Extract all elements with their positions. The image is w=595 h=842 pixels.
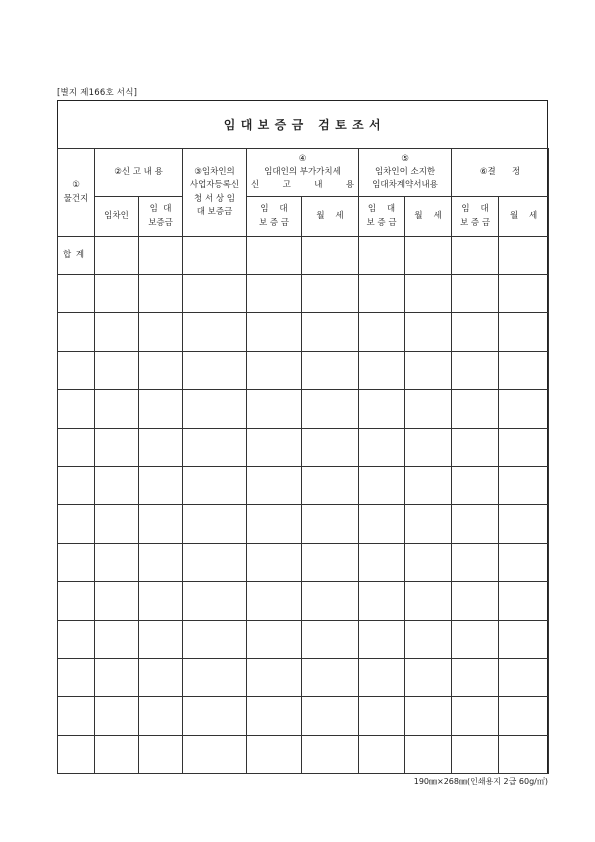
table-cell[interactable] bbox=[405, 582, 452, 620]
table-cell[interactable] bbox=[58, 505, 95, 543]
table-cell[interactable] bbox=[302, 428, 359, 466]
table-cell[interactable] bbox=[247, 237, 302, 275]
table-cell[interactable] bbox=[452, 351, 499, 389]
table-cell[interactable] bbox=[95, 466, 139, 504]
table-cell[interactable] bbox=[302, 237, 359, 275]
table-cell[interactable] bbox=[183, 466, 247, 504]
header-row-1 bbox=[58, 149, 549, 197]
table-cell[interactable] bbox=[95, 313, 139, 351]
header-decision-deposit: 임 대 보 증 금 bbox=[452, 197, 499, 237]
table-cell[interactable] bbox=[247, 313, 302, 351]
table-cell[interactable] bbox=[359, 390, 405, 428]
table-cell[interactable] bbox=[405, 390, 452, 428]
table-cell[interactable] bbox=[302, 390, 359, 428]
table-cell[interactable] bbox=[139, 237, 183, 275]
table-cell[interactable] bbox=[359, 313, 405, 351]
table-cell[interactable] bbox=[183, 658, 247, 696]
table-cell[interactable] bbox=[183, 735, 247, 773]
table-cell[interactable] bbox=[139, 428, 183, 466]
table-cell[interactable] bbox=[247, 620, 302, 658]
table-cell[interactable] bbox=[139, 275, 183, 313]
table-row bbox=[58, 505, 549, 543]
table-cell[interactable] bbox=[183, 275, 247, 313]
table-cell[interactable] bbox=[302, 543, 359, 581]
table-row bbox=[58, 428, 549, 466]
table-cell[interactable] bbox=[95, 505, 139, 543]
table-cell[interactable] bbox=[359, 428, 405, 466]
table-cell[interactable] bbox=[58, 620, 95, 658]
blank-rows bbox=[58, 275, 549, 774]
table-cell[interactable] bbox=[359, 505, 405, 543]
header-landlord-vat-report: ④ 임대인의 부가가치세 신 고 내 용 bbox=[247, 149, 359, 197]
table-cell[interactable] bbox=[405, 275, 452, 313]
table-cell[interactable] bbox=[247, 351, 302, 389]
sum-row bbox=[58, 237, 549, 275]
table-cell[interactable] bbox=[247, 735, 302, 773]
table-cell[interactable] bbox=[247, 275, 302, 313]
table-row bbox=[58, 697, 549, 735]
sum-row-label: 합 계 bbox=[58, 237, 95, 275]
table-cell[interactable] bbox=[452, 697, 499, 735]
table-cell[interactable] bbox=[95, 658, 139, 696]
table-cell[interactable] bbox=[499, 697, 549, 735]
table-cell[interactable] bbox=[58, 275, 95, 313]
table-cell[interactable] bbox=[452, 313, 499, 351]
table-cell[interactable] bbox=[247, 505, 302, 543]
header-vat-monthly-rent: 월 세 bbox=[302, 197, 359, 237]
header-reported-deposit: 임 대 보증금 bbox=[139, 197, 183, 237]
form-title: 임 대 보 증 금 검 토 조 서 bbox=[223, 117, 382, 132]
table-cell[interactable] bbox=[302, 313, 359, 351]
table-cell[interactable] bbox=[359, 351, 405, 389]
table-cell[interactable] bbox=[183, 620, 247, 658]
table-cell[interactable] bbox=[58, 428, 95, 466]
table-cell[interactable] bbox=[302, 582, 359, 620]
table-cell[interactable] bbox=[499, 313, 549, 351]
header-row-2 bbox=[58, 197, 549, 237]
table-row bbox=[58, 582, 549, 620]
table-cell[interactable] bbox=[95, 543, 139, 581]
table-cell[interactable] bbox=[58, 697, 95, 735]
table-cell[interactable] bbox=[183, 543, 247, 581]
table-cell[interactable] bbox=[247, 543, 302, 581]
table-cell[interactable] bbox=[247, 466, 302, 504]
table-cell[interactable] bbox=[58, 658, 95, 696]
header-vat-deposit: 임 대 보 증 금 bbox=[247, 197, 302, 237]
table-row bbox=[58, 620, 549, 658]
table-cell[interactable] bbox=[359, 543, 405, 581]
table-cell[interactable] bbox=[139, 582, 183, 620]
table-cell[interactable] bbox=[359, 237, 405, 275]
table-cell[interactable] bbox=[58, 313, 95, 351]
table-cell[interactable] bbox=[58, 466, 95, 504]
table-cell[interactable] bbox=[359, 697, 405, 735]
table-cell[interactable] bbox=[247, 390, 302, 428]
table-cell[interactable] bbox=[58, 390, 95, 428]
table-cell[interactable] bbox=[359, 275, 405, 313]
header-reported-content: ②신 고 내 용 bbox=[95, 149, 183, 197]
table-cell[interactable] bbox=[183, 697, 247, 735]
table-cell[interactable] bbox=[452, 620, 499, 658]
table-cell[interactable] bbox=[95, 351, 139, 389]
table-cell[interactable] bbox=[302, 505, 359, 543]
table-cell[interactable] bbox=[499, 351, 549, 389]
table-cell[interactable] bbox=[247, 658, 302, 696]
header-contract-monthly-rent: 월 세 bbox=[405, 197, 452, 237]
table-cell[interactable] bbox=[302, 275, 359, 313]
table-cell[interactable] bbox=[139, 543, 183, 581]
table-cell[interactable] bbox=[359, 620, 405, 658]
table-cell[interactable] bbox=[95, 237, 139, 275]
header-decision: ⑥결 정 bbox=[452, 149, 549, 197]
table-cell[interactable] bbox=[359, 735, 405, 773]
table-cell[interactable] bbox=[139, 658, 183, 696]
table-cell[interactable] bbox=[58, 735, 95, 773]
table-row bbox=[58, 275, 549, 313]
table-cell[interactable] bbox=[452, 505, 499, 543]
table-cell[interactable] bbox=[183, 582, 247, 620]
table-cell[interactable] bbox=[183, 237, 247, 275]
table-row bbox=[58, 543, 549, 581]
table-cell[interactable] bbox=[183, 351, 247, 389]
table-cell[interactable] bbox=[95, 735, 139, 773]
table-cell[interactable] bbox=[95, 697, 139, 735]
table-cell[interactable] bbox=[405, 543, 452, 581]
table-cell[interactable] bbox=[302, 735, 359, 773]
table-cell[interactable] bbox=[247, 697, 302, 735]
table-cell[interactable] bbox=[452, 275, 499, 313]
header-tenant-registration-deposit: ③임차인의 사업자등록신 청 서 상 임 대 보증금 bbox=[183, 149, 247, 237]
table-cell[interactable] bbox=[139, 351, 183, 389]
table-cell[interactable] bbox=[452, 237, 499, 275]
table-cell[interactable] bbox=[499, 543, 549, 581]
table-cell[interactable] bbox=[139, 505, 183, 543]
header-tenant-lease-contract: ⑤ 임차인이 소지한 임대차계약서내용 bbox=[359, 149, 452, 197]
table-cell[interactable] bbox=[499, 237, 549, 275]
table-cell[interactable] bbox=[499, 505, 549, 543]
table-cell[interactable] bbox=[452, 543, 499, 581]
table-cell[interactable] bbox=[452, 735, 499, 773]
table-cell[interactable] bbox=[247, 582, 302, 620]
header-decision-monthly-rent: 월 세 bbox=[499, 197, 549, 237]
table-cell[interactable] bbox=[302, 620, 359, 658]
table-cell[interactable] bbox=[499, 275, 549, 313]
table-cell[interactable] bbox=[139, 735, 183, 773]
table-cell[interactable] bbox=[139, 313, 183, 351]
table-cell[interactable] bbox=[58, 351, 95, 389]
header-property-location: ① 물건지 bbox=[58, 149, 95, 237]
table-cell[interactable] bbox=[359, 466, 405, 504]
table-cell[interactable] bbox=[247, 428, 302, 466]
table-cell[interactable] bbox=[95, 582, 139, 620]
table-cell[interactable] bbox=[302, 658, 359, 696]
table-cell[interactable] bbox=[499, 466, 549, 504]
table-cell[interactable] bbox=[499, 582, 549, 620]
table-cell[interactable] bbox=[405, 428, 452, 466]
header-tenant: 임차인 bbox=[95, 197, 139, 237]
table-cell[interactable] bbox=[499, 620, 549, 658]
table-cell[interactable] bbox=[58, 582, 95, 620]
table-cell[interactable] bbox=[183, 390, 247, 428]
table-cell[interactable] bbox=[183, 505, 247, 543]
table-cell[interactable] bbox=[452, 466, 499, 504]
table-cell[interactable] bbox=[139, 620, 183, 658]
table-cell[interactable] bbox=[95, 275, 139, 313]
table-cell[interactable] bbox=[405, 351, 452, 389]
table-cell[interactable] bbox=[183, 313, 247, 351]
table-cell[interactable] bbox=[499, 735, 549, 773]
table-cell[interactable] bbox=[499, 658, 549, 696]
table-cell[interactable] bbox=[302, 351, 359, 389]
table-cell[interactable] bbox=[499, 428, 549, 466]
table-cell[interactable] bbox=[452, 658, 499, 696]
table-cell[interactable] bbox=[139, 390, 183, 428]
table-cell[interactable] bbox=[359, 582, 405, 620]
table-cell[interactable] bbox=[405, 313, 452, 351]
review-table bbox=[57, 148, 549, 774]
table-cell[interactable] bbox=[405, 735, 452, 773]
table-cell[interactable] bbox=[452, 582, 499, 620]
table-cell[interactable] bbox=[405, 697, 452, 735]
table-cell[interactable] bbox=[405, 620, 452, 658]
table-cell[interactable] bbox=[359, 658, 405, 696]
table-cell[interactable] bbox=[405, 466, 452, 504]
table-row bbox=[58, 658, 549, 696]
table-cell[interactable] bbox=[95, 428, 139, 466]
table-cell[interactable] bbox=[499, 390, 549, 428]
table-cell[interactable] bbox=[302, 697, 359, 735]
header-contract-deposit: 임 대 보 증 금 bbox=[359, 197, 405, 237]
table-cell[interactable] bbox=[95, 620, 139, 658]
table-cell[interactable] bbox=[302, 466, 359, 504]
table-cell[interactable] bbox=[405, 505, 452, 543]
table-cell[interactable] bbox=[452, 390, 499, 428]
table-cell[interactable] bbox=[95, 390, 139, 428]
table-row bbox=[58, 735, 549, 773]
paper-spec-footer: 190㎜×268㎜(인쇄용지 2급 60g/㎡) bbox=[413, 777, 548, 786]
table-cell[interactable] bbox=[139, 697, 183, 735]
table-cell[interactable] bbox=[405, 237, 452, 275]
table-cell[interactable] bbox=[139, 466, 183, 504]
table-cell[interactable] bbox=[405, 658, 452, 696]
table-row bbox=[58, 390, 549, 428]
table-row bbox=[58, 351, 549, 389]
table-row bbox=[58, 313, 549, 351]
table-cell[interactable] bbox=[58, 543, 95, 581]
table-cell[interactable] bbox=[183, 428, 247, 466]
table-row bbox=[58, 466, 549, 504]
form-number-label: [별지 제166호 서식] bbox=[57, 88, 138, 98]
table-cell[interactable] bbox=[452, 428, 499, 466]
